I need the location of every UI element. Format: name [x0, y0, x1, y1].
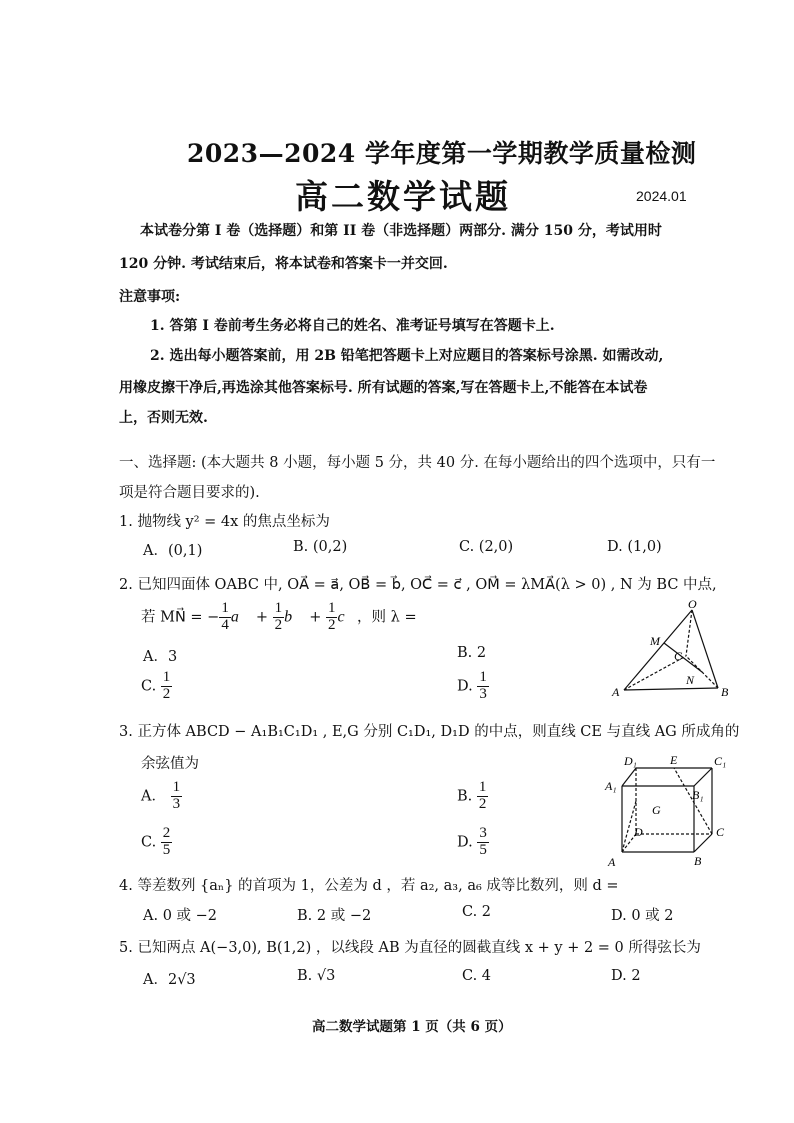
q1-stem: 1. 抛物线 y² = 4x 的焦点坐标为: [119, 514, 330, 530]
q1-option-d: D. (1,0): [607, 539, 662, 555]
q2-cond-suffix: ，则 λ =: [357, 609, 417, 626]
intro-line-1: 本试卷分第 I 卷（选择题）和第 II 卷（非选择题）两部分. 满分 150 分，考试用时: [140, 223, 662, 239]
q2-option-d: [457, 670, 489, 703]
q3-option-c: [141, 826, 172, 859]
q4-option-a: A. 0 或 −2: [143, 908, 218, 924]
section1-heading: 一、选择题: (本大题共 8 小题，每小题 5 分，共 40 分. 在每小题给出的四个选项中，只有一: [119, 455, 716, 471]
q2-option-c: [141, 670, 172, 703]
q2-option-d-label: D.: [457, 678, 473, 695]
q1-option-c: C. (2,0): [459, 539, 514, 555]
q3-option-a-frac: [171, 780, 183, 813]
q2-frac-a: [219, 601, 231, 634]
q3-option-b-den: 2: [478, 795, 487, 812]
q2-frac-c-den: 2: [327, 616, 336, 633]
q3-stem: 3. 正方体 ABCD − A₁B₁C₁D₁ , E,G 分别 C₁D₁, D₁D 的中点，则直线 CE 与直线 AG 所成角的: [119, 724, 740, 740]
q5-option-c: C. 4: [462, 968, 492, 984]
q2-var-a: a⃗: [230, 608, 252, 626]
exam-subtitle: 高二数学试题: [295, 177, 511, 216]
notice-title: 注意事项:: [119, 289, 181, 305]
q3-option-d-den: 5: [479, 841, 487, 858]
q2-option-d-den: 3: [479, 685, 487, 702]
label-c: C: [716, 825, 725, 839]
q2-option-a: A．3: [143, 649, 178, 665]
q3-option-b-frac: [477, 780, 489, 813]
notice-2-line-2: 用橡皮擦干净后,再选涂其他答案标号. 所有试题的答案,写在答题卡上,不能答在本试卷: [119, 380, 648, 396]
q2-frac-b-den: 2: [274, 616, 283, 633]
q2-option-d-num: 1: [479, 669, 487, 685]
q2-var-b: b⃗: [284, 608, 305, 626]
label-o: O: [688, 598, 697, 611]
label-a1: A₁: [605, 779, 617, 793]
notice-2-line-3: 上，否则无效.: [119, 410, 208, 426]
q3-option-b-num: 1: [478, 779, 487, 795]
intro-line-2: 120 分钟. 考试结束后，将本试卷和答案卡一并交回.: [119, 256, 448, 272]
label-c: C: [674, 649, 683, 663]
label-b: B: [721, 685, 729, 699]
segment-mn: [664, 643, 702, 672]
exam-date: 2024.01: [636, 188, 687, 204]
q2-option-c-frac: [161, 670, 173, 703]
q5-option-a: A．2√3: [143, 972, 196, 988]
label-e: E: [670, 753, 678, 767]
q4-option-c: C. 2: [462, 904, 492, 920]
q2-stem: 2. 已知四面体 OABC 中, OA⃗ = a⃗, OB⃗ = b⃗, OC⃗ = c⃗ , OM⃗ = λMA⃗(λ > 0) , N 为 BC 中点,: [119, 577, 717, 593]
q2-frac-a-num: 1: [221, 600, 229, 616]
label-m: M: [650, 634, 660, 648]
section1-heading-cont: 项是符合题目要求的).: [119, 485, 260, 501]
q3-option-c-den: 5: [162, 841, 171, 858]
label-a: A: [608, 855, 616, 869]
q2-frac-b: [273, 601, 285, 634]
q2-option-d-frac: [477, 670, 489, 703]
q4-option-d: D. 0 或 2: [611, 908, 674, 924]
q1-option-a: A．(0,1): [143, 543, 203, 559]
label-d: D: [634, 825, 643, 839]
edge-b-c: [694, 834, 712, 852]
page-footer: 高二数学试题第 1 页（共 6 页）: [312, 1019, 512, 1035]
q1-option-b: B. (0,2): [293, 539, 348, 555]
label-d1: D₁: [624, 754, 637, 768]
label-a: A: [612, 685, 620, 699]
q5-option-d: D. 2: [611, 968, 641, 984]
q2-frac-c-num: 1: [327, 600, 336, 616]
q3-option-c-label: C.: [141, 834, 157, 851]
label-n: N: [686, 673, 695, 687]
edge-a1-d1: [622, 768, 636, 786]
q3-option-d: [457, 826, 489, 859]
q2-frac-b-num: 1: [274, 600, 283, 616]
label-b1: B₁: [692, 788, 704, 802]
q3-option-d-label: D.: [457, 834, 473, 851]
edge-b1-c1: [694, 768, 712, 786]
edge-ob: [692, 610, 718, 688]
q2-option-c-den: 2: [162, 685, 171, 702]
q2-option-c-num: 1: [162, 669, 171, 685]
q3-option-b-label: B.: [457, 788, 473, 805]
label-b: B: [694, 854, 702, 868]
q3-option-d-num: 3: [479, 825, 487, 841]
q2-condition: 若 MN⃗ = − $\frac{1}{4}$ a⃗ + $\frac{1}{2}$ b⃗ + $\frac{1}{2}$ c⃗，则 λ =: [141, 600, 417, 633]
q3-option-a-den: 3: [172, 795, 181, 812]
q2-frac-c: [326, 601, 338, 634]
q2-option-c-label: C.: [141, 678, 157, 695]
edge-ab: [624, 688, 718, 690]
q2-option-b: B. 2: [457, 645, 487, 661]
exam-title: 2023—2024 学年度第一学期教学质量检测: [187, 139, 697, 168]
q3-stem-cont: 余弦值为: [141, 756, 199, 772]
q3-option-a-num: 1: [172, 779, 181, 795]
notice-2-line-1: 2. 选出每小题答案前，用 2B 铅笔把答题卡上对应题目的答案标号涂黑. 如需改动,: [150, 348, 664, 364]
q2-frac-a-den: 4: [221, 616, 229, 633]
q3-option-b: [457, 780, 488, 813]
q5-stem: 5. 已知两点 A(−3,0), B(1,2) ，以线段 AB 为直径的圆截直线 x + y + 2 = 0 所得弦长为: [119, 940, 701, 956]
q5-option-b: B. √3: [297, 968, 336, 984]
q4-stem: 4. 等差数列 {aₙ} 的首项为 1，公差为 d ，若 a₂, a₃, a₆ 成等比数列，则 d =: [119, 878, 619, 894]
q3-option-a-label: A．: [141, 788, 166, 805]
label-c1: C₁: [714, 754, 727, 768]
q2-tetrahedron-figure: [608, 598, 738, 702]
q3-option-d-frac: [477, 826, 489, 859]
q2-cond-prefix: 若 MN⃗ = −: [141, 609, 220, 626]
q3-option-c-num: 2: [162, 825, 171, 841]
label-g: G: [652, 803, 661, 817]
q3-option-a: [141, 780, 182, 813]
q3-cube-figure: [600, 752, 736, 870]
q3-option-c-frac: [161, 826, 173, 859]
notice-1: 1. 答第 I 卷前考生务必将自己的姓名、准考证号填写在答题卡上.: [150, 318, 555, 334]
q2-var-c: c⃗: [337, 608, 358, 626]
q4-option-b: B. 2 或 −2: [297, 908, 372, 924]
